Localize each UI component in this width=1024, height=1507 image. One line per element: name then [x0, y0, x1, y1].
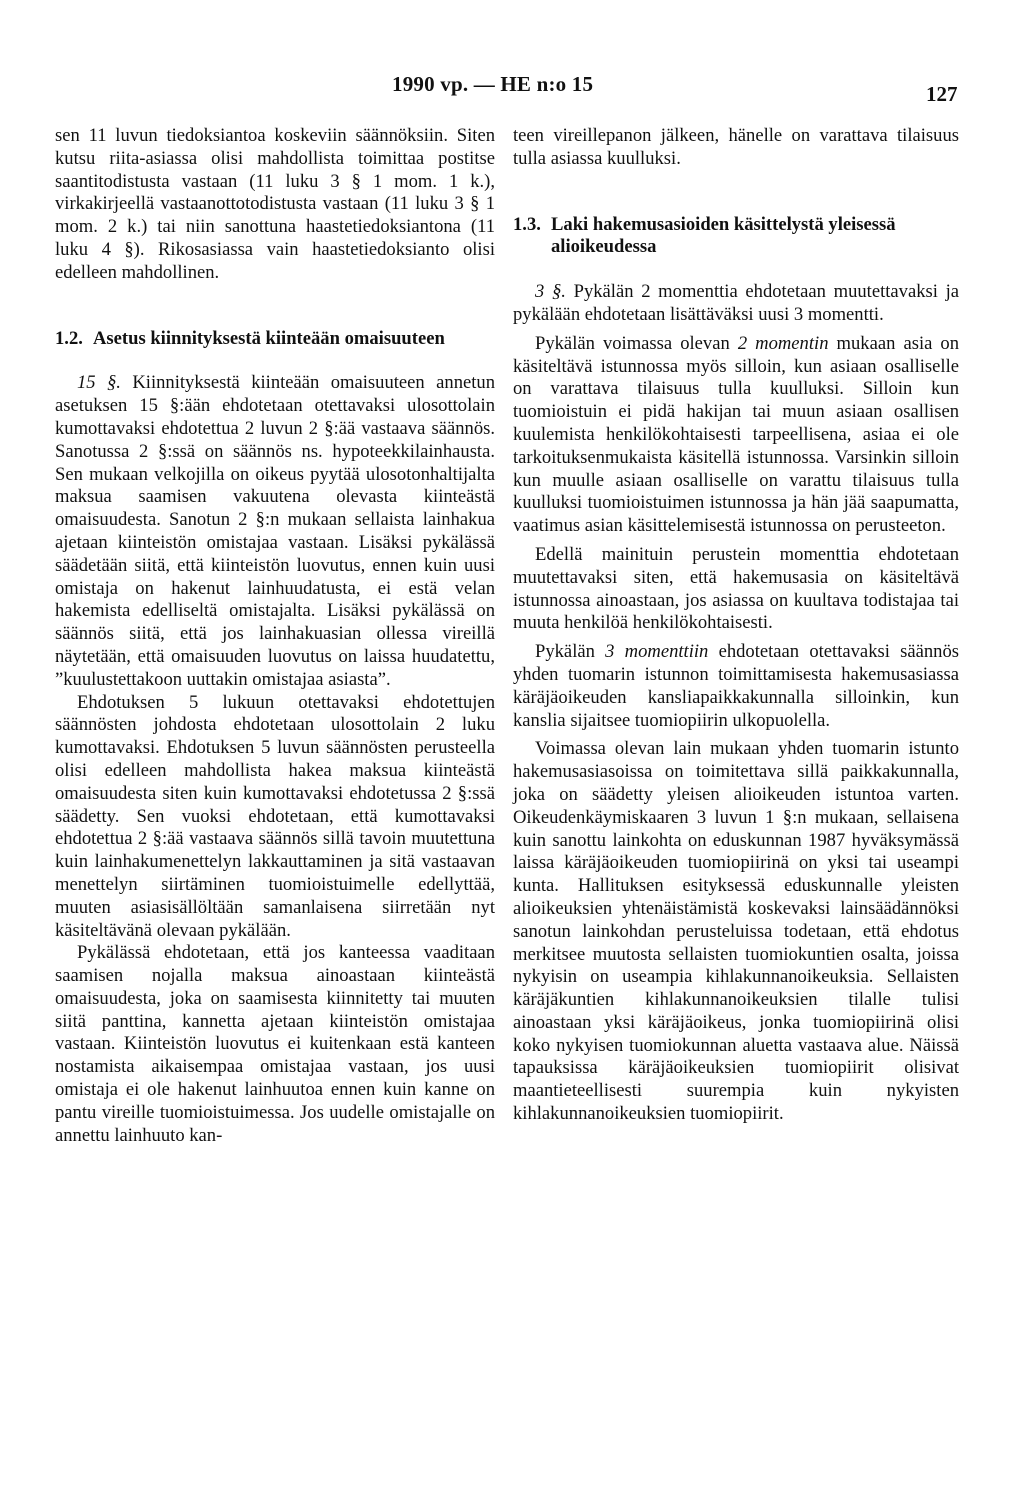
section-number: 1.2. [55, 327, 83, 349]
section-title: Laki hakemusasioiden käsittelystä yleisessä alioikeudessa [551, 213, 896, 258]
paragraph-text: ehdotetaan otettavaksi säännös yhden tuomarin istunnon toimittamisesta hakemusasiassa käräjäoikeuden kansliapaikkakunnalla silloinkin, kun kanslia sijaitsee tuomiopiirin ulkopuolella. [513, 641, 959, 731]
paragraph [55, 372, 495, 691]
paragraph-text: Pykälän 2 momenttia ehdotetaan muutettavaksi ja pykälään ehdotetaan lisättäväksi uusi 3 momentti. [513, 281, 960, 325]
paragraph: teen vireillepanon jälkeen, hänelle on varattava tilaisuus tulla asiassa kuulluksi. [513, 125, 959, 169]
paragraph: sen 11 luvun tiedoksiantoa koskeviin säännöksiin. Siten kutsu riita-asiassa olisi mahdollista toimittaa postitse saantitodistusta vastaan (11 luku 3 § 1 mom. 1 k.), virkakirjeellä vastaanottotodistusta vastaan (11 luku 3 § 1 mom. 2 k.) tai niin sanottuna haastetiedoksiantona (11 luku 4 §). Rikosasiassa vain haastetiedoksianto olisi edelleen mahdollinen. [55, 125, 495, 283]
page-number: 127 [926, 82, 958, 106]
spacer [513, 171, 959, 214]
paragraph: Voimassa olevan lain mukaan yhden tuomarin istunto hakemusasiasoissa on toimitettava sillä paikkakunnalla, joka on säädetty yleisen alioikeuden istuntoa varten. Oikeudenkäymiskaaren 3 luvun 1 §:n mukaan, sellaisena kuin sanottu lainkohta on eduskunnan 1987 hyväksymässä laissa käräjäoikeuden tuomiopiirinä on yksi tai useampi kunta. Hallituksen esityksessä eduskunnalle yleisten alioikeuksien yhtenäistämistä koskevaksi lainsäädännöksi sanotun lainkohdan perusteluissa todetaan, että ehdotus merkitsee muutosta sellaisten tuomiokuntien osalta, joissa nykyisin on useampia kihlakunnanoikeuksia. Sellaisten käräjäkuntien kihlakunnanoikeuksien tilalle tulisi ainoastaan yksi käräjäoikeus, jonka tuomiopiirinä olisi koko nykyisen tuomiokunnan aluetta vastaava alue. Näissä tapauksissa käräjäoikeuksien tuomiopiirit olisivat maantieteellisesti suurempia kuin nykyisten kihlakunnanoikeuksien tuomiopiirit. [513, 738, 959, 1125]
paragraph [513, 281, 959, 327]
section-reference: 15 §. [77, 372, 121, 394]
running-head: 1990 vp. — HE n:o 15 [392, 72, 594, 96]
paragraph-text: Kiinnityksestä kiinteään omaisuuteen annetun asetuksen 15 §:ään ehdotetaan otettavaksi ulosottolain kumottavaksi ehdotettua 2 luvun 2 §:ää vastaava säännös. Sanotussa 2 §:ssä on säännös ns. hypoteekkilainhausta. Sen mukaan velkojilla on oikeus pyytää ulosotonhaltijalta maksua saamisen vakuutena olevasta kiinteästä omaisuudesta. Sanotun 2 §:n mukaan sellaista lainhakua ajetaan kiinteistön omistajaa vastaan. Lisäksi pykälässä säädetään siitä, että kiinteistön luovutus, ennen kuin uusi omistaja on hakenut lainhuudatusta, ei estä velan hakemista edelliseltä omistajalta. Lisäksi pykälässä on säännös siitä, että jos lainhakuasian ollessa vireillä näytetään, että omaisuuden luovutus on laissa huudatettu, ”kuulustettakoon uuttakin omistajaa asiasta”. [55, 372, 496, 690]
paragraph: Ehdotuksen 5 lukuun otettavaksi ehdotettujen säännösten johdosta ehdotetaan ulosottolain 2 luku kumottavaksi. Ehdotuksen 5 luvun säännösten perusteella olisi edelleen mahdollista hakea maksua kiinteästä omaisuudesta siten kuin kumottavaksi ehdotetussa 2 §:ssä säädetty. Sen vuoksi ehdotetaan, että kumottavaksi ehdotettua 2 §:ää vastaava säännös sillä tavoin muutettuna kuin lainhakumenettelyn lakkauttaminen ja sitä vastaavan menettelyn siirtäminen tuomioistuimelle edellyttää, muuten asiasisällöltään samanlaisena siirretään nyt käsiteltävänä olevaan pykälään. [55, 691, 495, 941]
right-column [513, 125, 959, 1126]
paragraph-text: Pykälän [535, 641, 606, 663]
emphasis: 2 momentin [737, 332, 829, 354]
left-column [55, 125, 495, 1147]
paragraph-text: Pykälän voimassa olevan [535, 332, 738, 354]
paragraph [513, 641, 959, 732]
page-header [0, 72, 1024, 106]
spacer [55, 285, 495, 328]
emphasis: 3 momenttiin [605, 641, 709, 663]
paragraph: Pykälässä ehdotetaan, että jos kanteessa vaaditaan saamisen nojalla maksua ainoastaan kiinteästä omaisuudesta, joka on saamisesta kiinnitetty tai muuten siitä panttina, kannetta ajetaan kiinteistön omistajaa vastaan. Kiinteistön luovutus ei kuitenkaan estä kanteen nostamista aikaisempaa omistajaa vastaan, jos uusi omistaja ei ole hakenut lainhuutoa ennen kuin kanne on pantu vireille tuomioistuimessa. Jos uudelle omistajalle on annettu lainhuuto kan- [55, 942, 495, 1146]
section-heading-1-3 [513, 214, 959, 260]
spacer [55, 350, 495, 372]
paragraph: Edellä mainituin perustein momenttia ehdotetaan muutettavaksi siten, että hakemusasia on käsiteltävä istunnossa ainoastaan, jos asiassa on kuultava todistajaa tai muuta henkilöä henkilökohtaisesti. [513, 543, 959, 634]
paragraph [513, 333, 959, 538]
section-number: 1.3. [513, 213, 541, 235]
paragraph-text: mukaan asia on käsiteltävä istunnossa myös silloin, kun asiaan osalliselle on varattava tilaisuus tulla kuulluksi. Silloin kun tuomioistuin ei pidä hakijan tai muun asiaan osallisen kuulemista henkilökohtaisesti tarpeellisena, asiaa ei ole tarkoituksenmukaista käsitellä istunnossa. Varsinkin silloin kun muulle asiaan osalliselle on varattu tilaisuus tulla kuulluksi tuomioistuimen istunnossa ja hän jää saapumatta, vaatimus asian käsittelemisestä istunnossa on perusteeton. [513, 332, 959, 537]
section-reference: 3 §. [535, 281, 566, 303]
spacer [513, 259, 959, 281]
section-heading-1-2 [55, 328, 495, 351]
section-title: Asetus kiinnityksestä kiinteään omaisuuteen [93, 327, 445, 349]
